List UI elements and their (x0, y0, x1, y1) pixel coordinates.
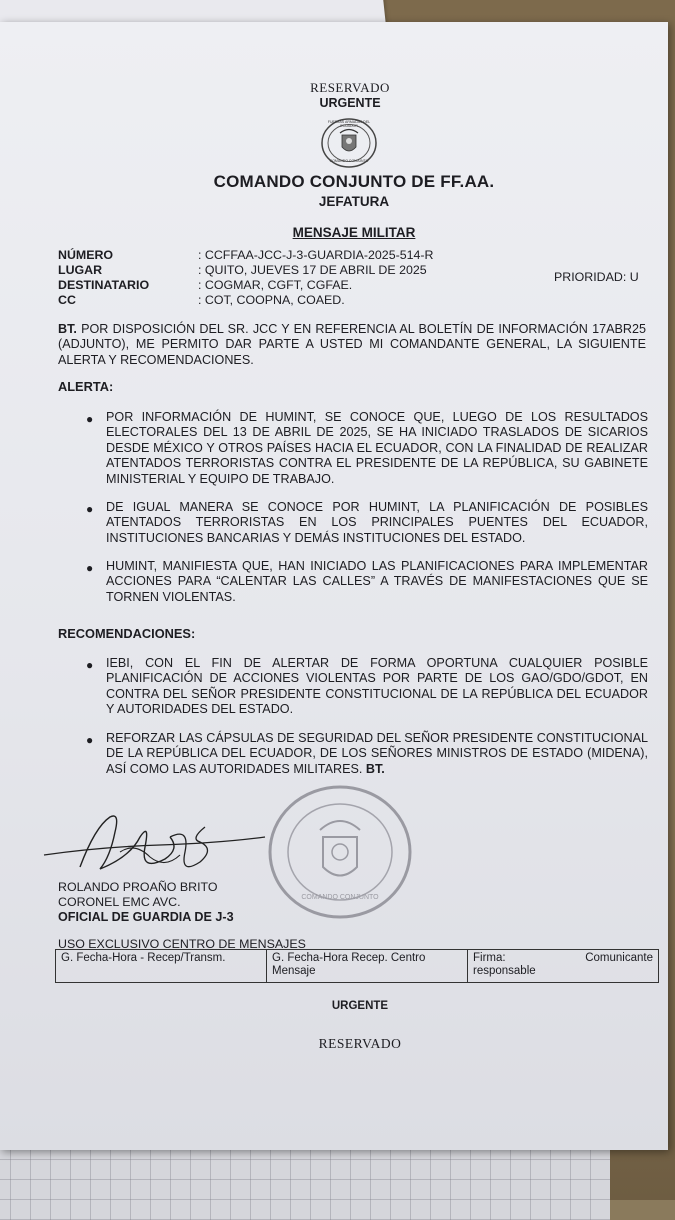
comunicante-label: Comunicante (585, 952, 653, 964)
firma-label: Firma: (473, 952, 506, 964)
closing-bt: BT. (365, 761, 385, 776)
alerta-heading: ALERTA: (58, 379, 114, 394)
classification-top: RESERVADO (310, 80, 390, 95)
urgency-bottom: URGENTE (331, 1000, 389, 1012)
recep-center-cell: G. Fecha-Hora Recep. Centro Mensaje (267, 950, 468, 983)
recomendacion-text: REFORZAR LAS CÁPSULAS DE SEGURIDAD DEL SEÑOR PRESIDENTE CONSTITUCIONAL DE LA REPÚBLICA DEL ECUADOR, DE LOS SEÑORES MINISTROS DE ESTADO (MIDENA), ASÍ COMO LAS AUTORIDADES MILITARES. (106, 731, 648, 776)
responsable-label: responsable (473, 965, 536, 977)
seal-text-top: FUERZAS ARMADAS DEL ECUADOR (327, 120, 371, 128)
signer-role: OFICIAL DE GUARDIA DE J-3 (58, 910, 234, 924)
classification-bottom: RESERVADO (318, 1036, 402, 1051)
recep-transm-cell: G. Fecha-Hora - Recep/Transm. (56, 950, 267, 983)
bullet-icon: ● (86, 561, 94, 575)
bullet-icon: ● (86, 733, 94, 747)
intro-text: POR DISPOSICIÓN DEL SR. JCC Y EN REFERENCIA AL BOLETÍN DE INFORMACIÓN 17ABR25 (ADJUNTO), ME PERMITO DAR PARTE A USTED MI COMANDANTE GENERAL, LA SIGUIENTE ALERTA Y RECOMENDACIONES. (58, 322, 646, 367)
meta-row-cc (58, 293, 618, 308)
meta-row-lugar (58, 263, 618, 278)
meta-label: NÚMERO (58, 248, 114, 262)
signer-name: ROLANDO PROAÑO BRITO (58, 880, 218, 894)
meta-value: : CCFFAA-JCC-J-3-GUARDIA-2025-514-R (198, 248, 434, 262)
alerta-item-3: HUMINT, MANIFIESTA QUE, HAN INICIADO LAS PLANIFICACIONES PARA IMPLEMENTAR ACCIONES PARA “CALENTAR LAS CALLES” A TRAVÉS DE MANIFESTACIONES QUE SE TORNEN VIOLENTAS. (106, 559, 648, 604)
alerta-item-1: POR INFORMACIÓN DE HUMINT, SE CONOCE QUE, LUEGO DE LOS RESULTADOS ELECTORALES DEL 13 DE ABRIL DE 2025, SE HA INICIADO TRASLADOS DE SICARIOS DESDE MÉXICO Y OTROS PAÍSES HACIA EL ECUADOR, CON LA FINALIDAD DE REALIZAR ATENTADOS TERRORISTAS CONTRA EL PRESIDENTE DE LA REPÚBLICA, SU GABINETE MINISTERIAL Y EQUIPO DE TRABAJO. (106, 410, 648, 486)
message-center-table (55, 949, 659, 983)
handwritten-signature (40, 797, 270, 882)
meta-label: DESTINATARIO (58, 278, 150, 292)
recomendacion-item-1: IEBI, CON EL FIN DE ALERTAR DE FORMA OPORTUNA CUALQUIER POSIBLE PLANIFICACIÓN DE ACCIONES VIOLENTAS POR PARTE DE LOS GAO/GDO/GDOT, EN CONTRA DEL SEÑOR PRESIDENTE CONSTITUCIONAL DE LA REPÚBLICA DEL ECUADOR Y AUTORIDADES DEL ESTADO. (106, 656, 648, 717)
bullet-icon: ● (86, 658, 94, 672)
message-center-title: USO EXCLUSIVO CENTRO DE MENSAJES (58, 937, 306, 951)
seal-text-bottom: COMANDO CONJUNTO (329, 159, 369, 163)
document-page (0, 22, 668, 1150)
recomendaciones-heading: RECOMENDACIONES: (58, 626, 196, 641)
official-stamp (265, 782, 415, 922)
org-title: COMANDO CONJUNTO DE FF.AA. (213, 172, 495, 191)
priority-label: PRIORIDAD: U (554, 270, 639, 284)
meta-value: : QUITO, JUEVES 17 DE ABRIL DE 2025 (198, 263, 427, 277)
doc-type-title: MENSAJE MILITAR (292, 225, 416, 240)
bullet-icon: ● (86, 502, 94, 516)
meta-row-destinatario (58, 278, 618, 293)
bullet-icon: ● (86, 412, 94, 426)
intro-lead: BT. (58, 322, 77, 336)
meta-value: : COT, COOPNA, COAED. (198, 293, 345, 307)
urgency-top: URGENTE (319, 96, 381, 110)
meta-value: : COGMAR, CGFT, CGFAE. (198, 278, 353, 292)
recomendacion-item-2 (106, 731, 648, 777)
meta-label: CC (58, 293, 76, 307)
intro-paragraph (58, 322, 646, 368)
meta-label: LUGAR (58, 263, 103, 277)
emblem-seal (320, 117, 378, 169)
signer-rank: CORONEL EMC AVC. (58, 895, 181, 909)
stamp-text: COMANDO CONJUNTO (301, 894, 379, 901)
signature-cell (468, 950, 659, 983)
alerta-item-2: DE IGUAL MANERA SE CONOCE POR HUMINT, LA PLANIFICACIÓN DE POSIBLES ATENTADOS TERRORISTAS EN LOS PRINCIPALES PUENTES DEL ECUADOR, INSTITUCIONES BANCARIAS Y DEMÁS INSTITUCIONES DEL ESTADO. (106, 500, 648, 545)
sub-org-title: JEFATURA (318, 194, 390, 209)
meta-row-numero (58, 248, 618, 263)
